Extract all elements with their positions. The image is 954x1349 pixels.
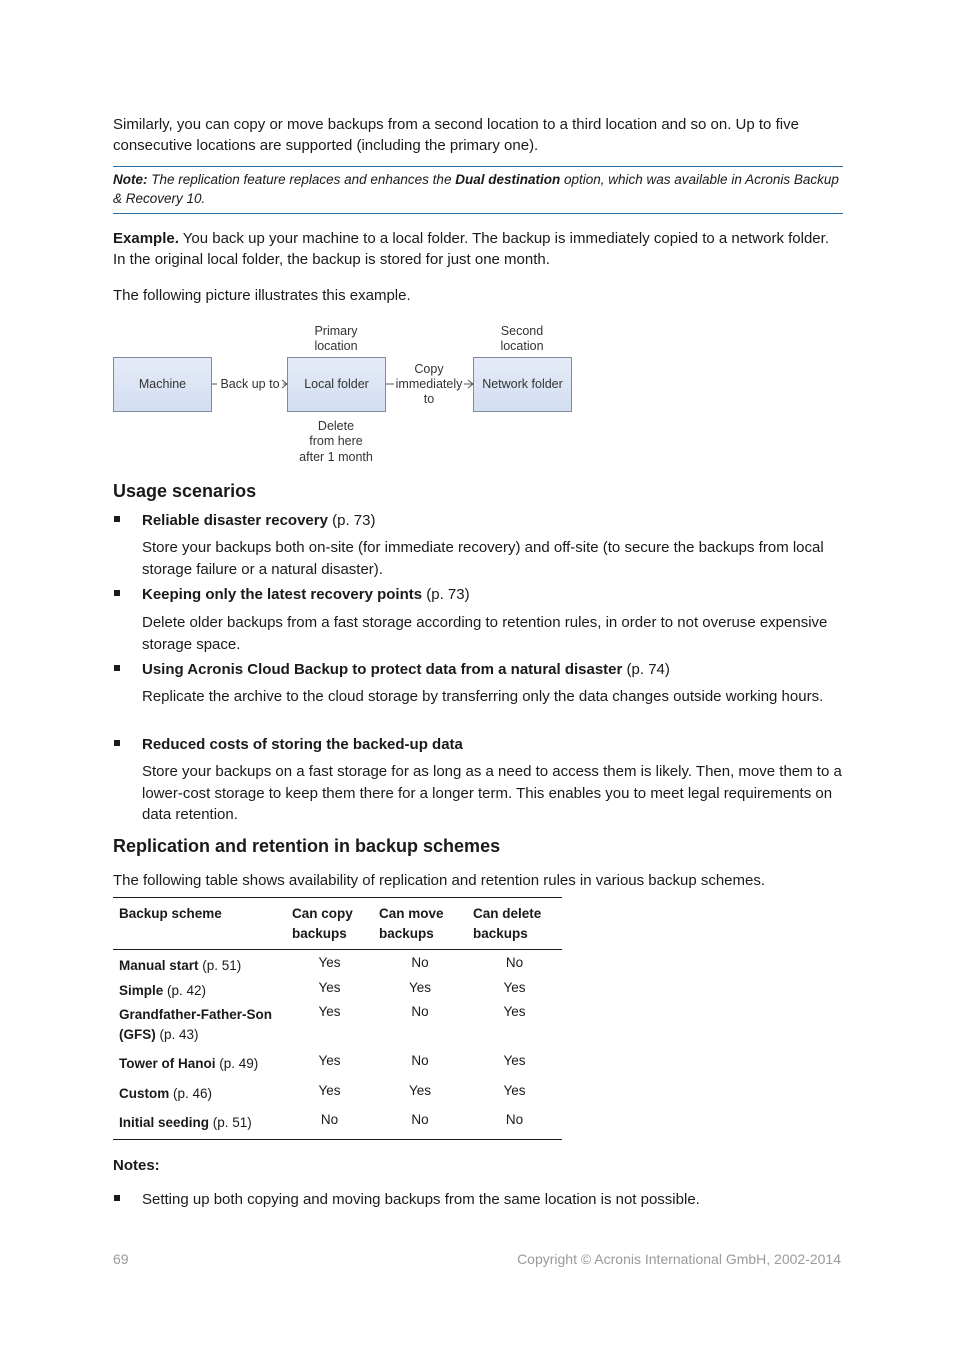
note-text-1: The replication feature replaces and enhances the <box>147 172 456 187</box>
example-text: You back up your machine to a local folder. The backup is immediately copied to a network folder. In the original local folder, the backup is stored for just one month. <box>113 230 829 268</box>
scheme-name[interactable]: Custom <box>119 1085 170 1101</box>
page-ref: (p. 46) <box>169 1085 213 1101</box>
delete-label-1: Delete <box>317 419 355 433</box>
example-label: Example. <box>113 230 179 247</box>
delete-label-2: from here <box>309 434 363 448</box>
usage-item-desc: Store your backups both on-site (for immediate recovery) and off-site (to secure the backups from local storage failure or a natural disaster). <box>142 539 824 578</box>
bullet-marker <box>114 1195 120 1201</box>
intro-paragraph: Similarly, you can copy or move backups from a second location to a third location and so on. Up to five consecutive locations are supported (including the primary one). <box>113 116 799 154</box>
table-row <box>113 1103 562 1139</box>
delete-label-3: after 1 month <box>299 450 373 464</box>
page-ref: (p. 51) <box>198 958 242 973</box>
can-copy-cell: No <box>320 1112 339 1127</box>
column-header: Can delete backups <box>467 898 562 950</box>
copy-label-3: to <box>423 392 435 406</box>
can-copy-cell: Yes <box>318 1082 341 1098</box>
column-header: Can copy backups <box>286 898 373 950</box>
usage-item-title[interactable]: Keeping only the latest recovery points <box>142 586 423 603</box>
page-ref: (p. 49) <box>215 1056 259 1071</box>
second-label-1: Second <box>500 324 544 338</box>
can-move-cell: No <box>411 1053 429 1068</box>
can-move-cell: Yes <box>408 979 432 995</box>
usage-item-desc: Replicate the archive to the cloud storage by transferring only the data changes outside working hours. <box>142 688 824 705</box>
copy-label-1: Copy <box>414 362 444 376</box>
primary-label-2: location <box>314 339 358 353</box>
copyright-notice: Copyright © Acronis International GmbH, 2002-2014 <box>517 1251 841 1267</box>
notes-heading: Notes: <box>113 1157 160 1174</box>
page-number: 69 <box>113 1251 129 1267</box>
can-copy-cell: Yes <box>318 1004 341 1019</box>
can-move-cell: No <box>411 1004 429 1019</box>
usage-item-title: Reduced costs of storing the backed-up data <box>142 736 463 753</box>
column-header: Can move backups <box>373 898 467 950</box>
table-row <box>113 1074 562 1104</box>
table-row <box>113 950 562 976</box>
scheme-name[interactable]: Tower of Hanoi <box>119 1056 216 1071</box>
notes-item-text: Setting up both copying and moving backups from the same location is not possible. <box>142 1191 700 1208</box>
local-folder-label: Local folder <box>304 377 369 391</box>
machine-label: Machine <box>138 377 187 391</box>
scheme-name[interactable]: Grandfather-Father-Son (GFS) <box>119 1007 273 1042</box>
note-box <box>113 166 843 214</box>
can-delete-cell: Yes <box>503 1082 526 1098</box>
bullet-marker <box>114 665 120 671</box>
note-label: Note: <box>113 172 148 187</box>
column-header: Backup scheme <box>113 898 286 950</box>
backup-schemes-table <box>113 897 562 1140</box>
replication-diagram <box>113 318 583 468</box>
note-text-2: option, which was available in Acronis Backup & Recovery 10. <box>113 172 839 206</box>
usage-item-title[interactable]: Reliable disaster recovery <box>142 512 328 529</box>
second-label-2: location <box>500 339 544 353</box>
table-row <box>113 976 562 1001</box>
page-ref: (p. 73) <box>327 512 376 529</box>
table-row <box>113 1044 562 1074</box>
page-ref: (p. 42) <box>163 982 207 998</box>
page-ref: (p. 43) <box>155 1026 199 1042</box>
network-folder-label: Network folder <box>482 377 563 391</box>
copy-label-2: immediately <box>395 377 463 391</box>
bullet-marker <box>114 590 120 596</box>
can-copy-cell: Yes <box>318 979 341 995</box>
can-move-cell: Yes <box>408 1082 432 1098</box>
page-ref: (p. 73) <box>422 586 470 603</box>
usage-item-desc: Store your backups on a fast storage for as long as a need to access them is likely. Then, move them to a lower-cost storage to keep them there for a longer term. This enables you to meet legal requirements on data retention. <box>142 763 842 823</box>
bullet-marker <box>114 516 120 522</box>
page-ref: (p. 74) <box>622 661 670 678</box>
picture-caption: The following picture illustrates this example. <box>113 287 411 304</box>
page-ref: (p. 51) <box>209 1115 252 1130</box>
can-delete-cell: No <box>505 955 524 970</box>
bullet-marker <box>114 740 120 746</box>
primary-label-1: Primary <box>314 324 358 338</box>
table-intro: The following table shows availability of replication and retention rules in various backup schemes. <box>113 872 766 889</box>
example-paragraph <box>113 228 843 270</box>
can-copy-cell: Yes <box>318 955 341 970</box>
scheme-name[interactable]: Simple <box>119 982 164 998</box>
can-delete-cell: No <box>505 1112 524 1127</box>
table-header-row <box>113 898 562 950</box>
usage-heading: Usage scenarios <box>113 481 257 501</box>
scheme-name[interactable]: Initial seeding <box>119 1115 210 1130</box>
can-copy-cell: Yes <box>318 1053 341 1068</box>
table-row <box>113 1000 562 1044</box>
can-delete-cell: Yes <box>503 979 526 995</box>
backup-to-label: Back up to <box>220 377 280 391</box>
scheme-name[interactable]: Manual start <box>119 958 199 973</box>
note-bold-term: Dual destination <box>455 172 561 187</box>
can-move-cell: No <box>411 955 429 970</box>
can-move-cell: No <box>411 1112 429 1127</box>
usage-item-desc: Delete older backups from a fast storage according to retention rules, in order to not overuse expensive storage space. <box>142 614 828 653</box>
can-delete-cell: Yes <box>503 1004 526 1019</box>
replication-heading: Replication and retention in backup schemes <box>113 836 501 856</box>
usage-item-title[interactable]: Using Acronis Cloud Backup to protect data from a natural disaster <box>142 661 623 678</box>
can-delete-cell: Yes <box>503 1053 526 1068</box>
